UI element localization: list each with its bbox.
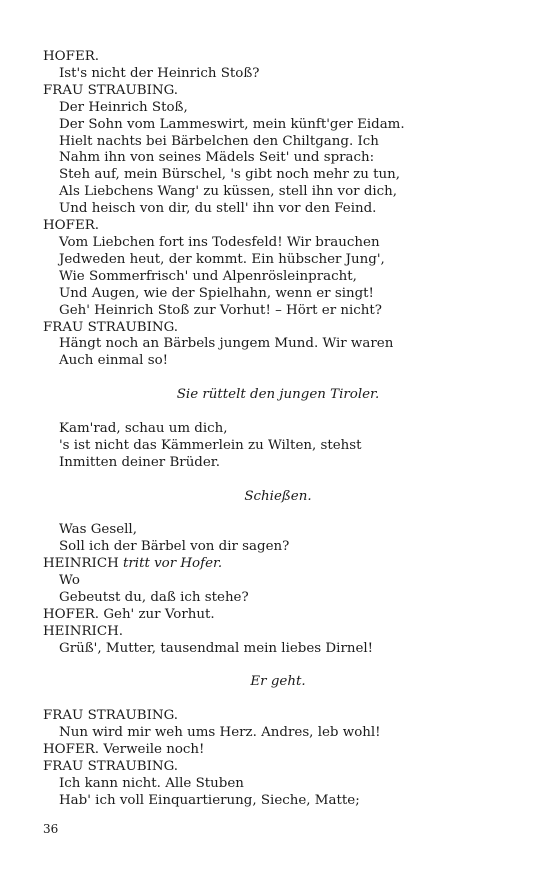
speaker-line: HOFER. [43,49,100,64]
stage-direction: Er geht. [250,674,306,690]
verse-line: Der Heinrich Stoß, [59,99,188,115]
verse-line: Als Liebchens Wang' zu küssen, stell ihn vor dich, [59,184,398,200]
verse-line: Nun wird mir weh ums Herz. Andres, leb wohl! [59,725,381,741]
verse-line: Der Sohn vom Lammeswirt, mein künft'ger Eidam. [59,116,405,132]
verse-line: Wo [59,573,80,589]
verse-line: Geh' Heinrich Stoß zur Vorhut! – Hört er nicht? [59,302,382,318]
verse-line: Auch einmal so! [59,353,169,369]
verse-line: Und heisch von dir, du stell' ihn vor den Feind. [59,201,377,217]
speaker-line: FRAU STRAUBING. [43,708,179,724]
stage-direction: Schießen. [244,488,312,504]
verse-line: Soll ich der Bärbel von dir sagen? [59,539,290,555]
verse-line: Vom Liebchen fort ins Todesfeld! Wir brauchen [59,234,380,250]
speaker-line: HEINRICH. [43,623,124,639]
verse-line: Was Gesell, [59,522,137,538]
verse-line: Kam'rad, schau um dich, [59,420,228,436]
speaker-line [43,556,513,573]
speaker-line: FRAU STRAUBING. [43,82,179,98]
verse-line: Hängt noch an Bärbels jungem Mund. Wir waren [59,336,394,352]
verse-line: Hab' ich voll Einquartierung, Sieche, Matte; [59,792,360,808]
verse-line: Jedweden heut, der kommt. Ein hübscher Jung', [59,251,385,267]
speaker-line: HOFER. Verweile noch! [43,742,205,758]
play-text [43,49,513,810]
speaker-line: FRAU STRAUBING. [43,319,179,335]
verse-line: Grüß', Mutter, tausendmal mein liebes Dirnel! [59,640,374,656]
verse-line: Nahm ihn von seines Mädels Seit' und sprach: [59,150,375,166]
page-number: 36 [43,822,59,836]
stage-direction: Sie rüttelt den jungen Tiroler. [176,387,380,403]
speaker-line: HOFER. Geh' zur Vorhut. [43,606,215,622]
verse-line: Hielt nachts bei Bärbelchen den Chiltgang. Ich [59,133,379,149]
verse-line: Gebeutst du, daß ich stehe? [59,589,249,605]
verse-line: Ist's nicht der Heinrich Stoß? [59,65,260,81]
verse-line: Inmitten deiner Brüder. [59,454,220,470]
speaker-line: HOFER. [43,218,100,234]
verse-line: Steh auf, mein Bürschel, 's gibt noch mehr zu tun, [59,167,400,183]
speaker-name: HEINRICH [43,556,124,572]
speaker-line: FRAU STRAUBING. [43,758,179,774]
verse-line: Wie Sommerfrisch' und Alpenrösleinpracht, [59,268,357,284]
verse-line: 's ist nicht das Kämmerlein zu Wilten, stehst [59,437,362,453]
inline-stage-direction: tritt vor Hofer. [123,556,223,572]
verse-line: Und Augen, wie der Spielhahn, wenn er singt! [59,285,374,301]
verse-line: Ich kann nicht. Alle Stuben [59,775,244,791]
